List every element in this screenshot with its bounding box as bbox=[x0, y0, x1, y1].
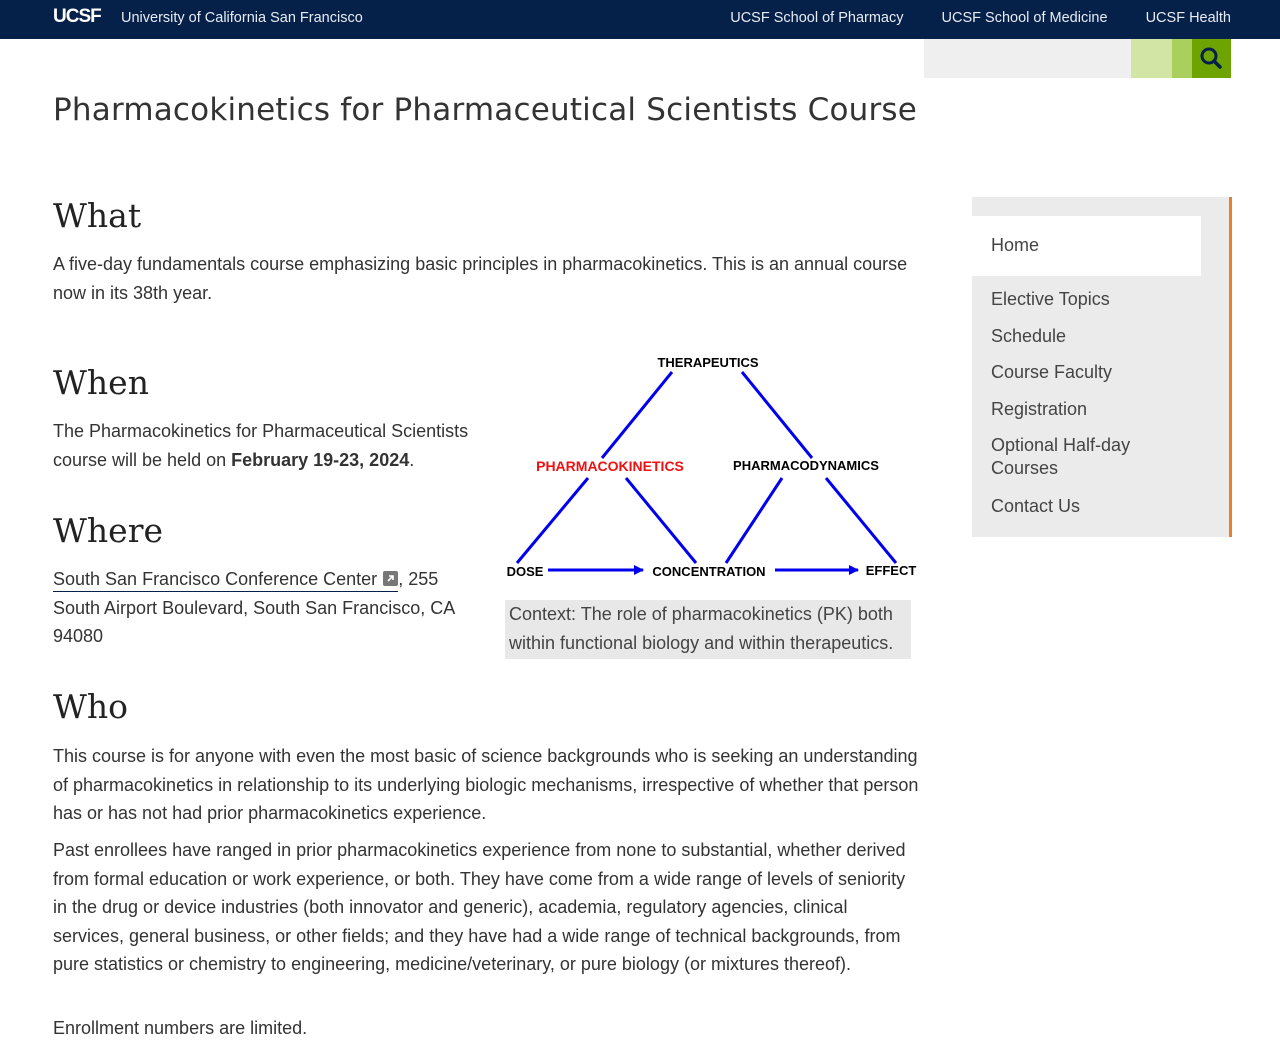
sidebar-nav bbox=[972, 197, 1232, 537]
pk-context-diagram bbox=[500, 348, 920, 588]
line-pk-concentration bbox=[626, 478, 696, 563]
sidebar-item-optional-half-day-courses[interactable]: Optional Half-day Courses bbox=[991, 435, 1131, 478]
sidebar-item-schedule[interactable]: Schedule bbox=[991, 326, 1067, 346]
label-pharmacokinetics: PHARMACOKINETICS bbox=[536, 458, 684, 474]
what-text: A five-day fundamentals course emphasizing basic principles in pharmacokinetics. This is an annual course now in its 38th year. bbox=[53, 254, 908, 303]
line-pd-concentration bbox=[726, 478, 782, 563]
search-input[interactable] bbox=[924, 39, 1131, 78]
when-text-after: . bbox=[409, 449, 415, 470]
where-text bbox=[53, 565, 483, 651]
sidebar-item-home[interactable]: Home bbox=[991, 235, 1040, 255]
who-paragraph-3: Enrollment numbers are limited. bbox=[53, 1018, 308, 1038]
sidebar-item-contact-us[interactable]: Contact Us bbox=[991, 496, 1081, 516]
search-stripe-mid bbox=[1172, 39, 1192, 78]
conference-center-link-label: South San Francisco Conference Center bbox=[53, 569, 378, 589]
line-pk-dose bbox=[517, 478, 588, 563]
where-heading: Where bbox=[53, 511, 164, 550]
search-bar bbox=[924, 39, 1231, 78]
line-therapeutics-pk bbox=[602, 372, 672, 458]
when-heading: When bbox=[53, 363, 149, 402]
search-stripe-light bbox=[1131, 39, 1172, 78]
course-date: February 19-23, 2024 bbox=[231, 449, 410, 470]
link-school-of-medicine[interactable]: UCSF School of Medicine bbox=[941, 10, 1108, 26]
sidebar-item-registration[interactable]: Registration bbox=[991, 399, 1088, 419]
label-therapeutics: THERAPEUTICS bbox=[657, 355, 759, 370]
when-text bbox=[53, 417, 493, 474]
line-therapeutics-pd bbox=[742, 372, 812, 458]
sidebar-item-course-faculty[interactable]: Course Faculty bbox=[991, 362, 1113, 382]
link-school-of-pharmacy[interactable]: UCSF School of Pharmacy bbox=[730, 10, 904, 26]
what-heading: What bbox=[53, 196, 142, 235]
who-paragraph-1: This course is for anyone with even the most basic of science backgrounds who is seeking an understanding of pharmacokinetics in relationship to its underlying biologic mechanisms, irrespective of whether that person has or has not had prior pharmacokinetics experience. bbox=[53, 746, 919, 823]
sidebar-item-elective-topics[interactable]: Elective Topics bbox=[991, 289, 1110, 309]
search-button[interactable] bbox=[1192, 39, 1231, 78]
line-pd-effect bbox=[826, 478, 896, 563]
conference-center-link[interactable] bbox=[53, 569, 398, 592]
svg-text:UCSF: UCSF bbox=[53, 6, 101, 27]
university-name[interactable]: University of California San Francisco bbox=[121, 10, 363, 26]
ucsf-logo[interactable] bbox=[53, 4, 105, 32]
diagram-caption: Context: The role of pharmacokinetics (PK) both within functional biology and within therapeutics. bbox=[505, 600, 911, 659]
search-icon bbox=[1192, 39, 1231, 78]
where-address: , 255 South Airport Boulevard, South San Francisco, CA 94080 bbox=[53, 569, 455, 646]
label-dose: DOSE bbox=[506, 564, 544, 579]
external-link-icon bbox=[383, 571, 398, 586]
who-heading: Who bbox=[53, 687, 129, 726]
who-paragraph-2: Past enrollees have ranged in prior pharmacokinetics experience from none to substantial, whether derived from formal education or work experience, or both. They have come from a wide range of levels of seniority in the drug or device industries (both innovator and generic), academia, regulatory agencies, clinical services, general business, or other fields; and they have had a wide range of technical backgrounds, from pure statistics or chemistry to engineering, medicine/veterinary, or pure biology (or mixtures thereof). bbox=[53, 840, 906, 974]
top-links bbox=[696, 10, 1231, 26]
label-effect: EFFECT bbox=[865, 563, 917, 578]
label-concentration: CONCENTRATION bbox=[652, 564, 766, 579]
label-pharmacodynamics: PHARMACODYNAMICS bbox=[733, 458, 879, 473]
page-title: Pharmacokinetics for Pharmaceutical Scientists Course bbox=[53, 92, 918, 128]
when-text-before: The Pharmacokinetics for Pharmaceutical Scientists course will be held on bbox=[53, 421, 469, 470]
link-ucsf-health[interactable]: UCSF Health bbox=[1145, 10, 1231, 26]
top-bar bbox=[0, 0, 1280, 39]
